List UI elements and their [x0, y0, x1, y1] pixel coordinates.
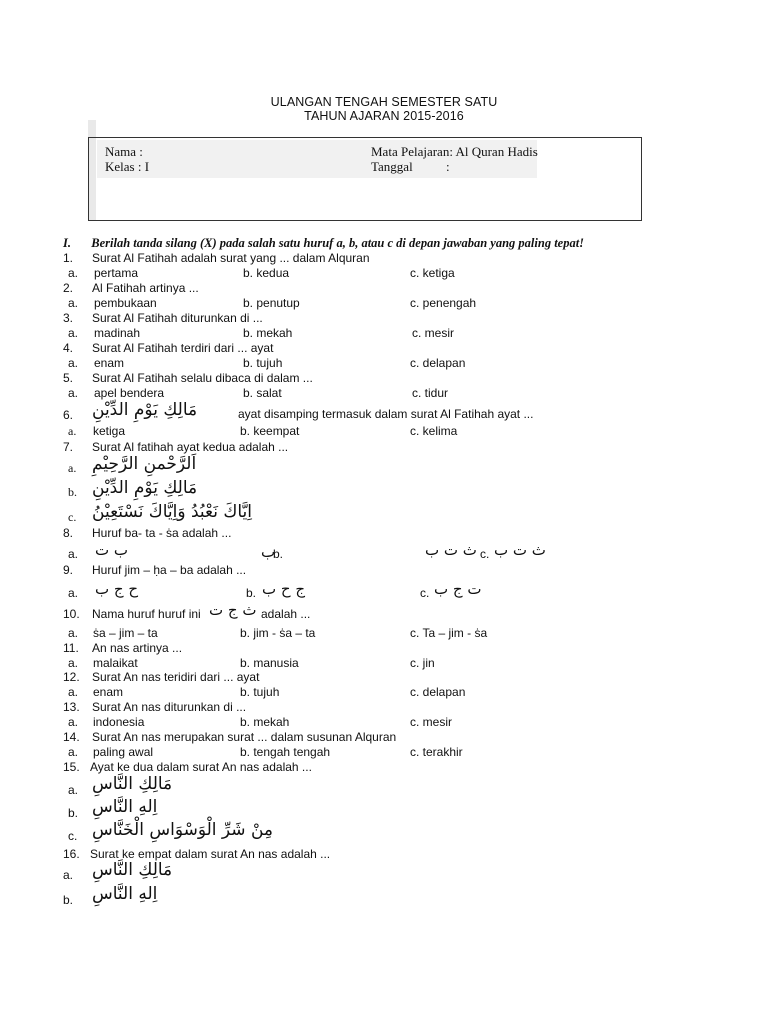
- option-c: c. terakhir: [410, 745, 463, 759]
- option-a-letter: a.: [68, 356, 79, 370]
- section-instruction: [63, 236, 584, 251]
- name-field-label: Nama :: [105, 144, 143, 159]
- option-c: c. penengah: [410, 296, 477, 310]
- option-b: b. salat: [243, 386, 282, 400]
- question-number: 12.: [63, 670, 80, 684]
- option-c-letter: c.: [68, 829, 78, 843]
- question-text: Surat Al Fatihah diturunkan di ...: [92, 311, 263, 325]
- date-field-label: Tanggal: [371, 159, 413, 174]
- option-c: c. kelima: [410, 424, 458, 438]
- option-a-letter: a.: [68, 461, 77, 475]
- option-a-text: ṡa – jim – ta: [93, 626, 158, 640]
- option-a-letter: a.: [68, 783, 79, 797]
- option-c-letter: c.: [68, 510, 77, 524]
- option-a-letter: a.: [68, 266, 79, 280]
- option-c: c. jin: [410, 656, 435, 670]
- option-a-arabic: ب ت: [95, 541, 129, 559]
- option-a-letter: a.: [68, 715, 79, 729]
- question-text: An nas artinya ...: [92, 641, 183, 655]
- question-text: Surat An nas teridiri dari ... ayat: [92, 670, 260, 684]
- option-a-text: enam: [93, 685, 124, 699]
- option-a-text: madinah: [94, 326, 141, 340]
- option-c-arabic: اِيَّاكَ نَعْبُدُ وَاِيَّاكَ نَسْتَعِيْنُ: [92, 502, 252, 522]
- option-b: b. mekah: [243, 326, 293, 340]
- question-text: Ayat ke dua dalam surat An nas adalah ...: [90, 760, 312, 774]
- question-number: 7.: [63, 440, 74, 454]
- option-a-text: indonesia: [93, 715, 145, 729]
- option-a-letter: a.: [68, 626, 79, 640]
- option-a-arabic: ح ج ب: [95, 580, 139, 598]
- option-a-letter: a.: [68, 656, 79, 670]
- option-b: b. jim - ṡa – ta: [240, 626, 316, 640]
- question-text: ayat disamping termasuk dalam surat Al Fatihah ayat ...: [238, 407, 534, 421]
- option-a-text: paling awal: [93, 745, 154, 759]
- option-b-letter: b.: [246, 586, 257, 600]
- option-c-arabic-1: ث ت ب: [425, 541, 477, 559]
- option-b: b. tujuh: [243, 356, 283, 370]
- option-a-letter: a.: [68, 745, 79, 759]
- question-text: Surat Al Fatihah adalah surat yang ... dalam Alquran: [92, 251, 370, 265]
- question-number: 1.: [63, 251, 74, 265]
- instruction-text: Berilah tanda silang (X) pada salah satu huruf a, b, atau c di depan jawaban yang paling tepat!: [91, 236, 585, 250]
- option-a-text: pembukaan: [94, 296, 157, 310]
- option-a-letter: a.: [68, 296, 79, 310]
- option-b: b. tujuh: [240, 685, 280, 699]
- option-b: b. keempat: [240, 424, 300, 438]
- question-number: 10.: [63, 607, 80, 621]
- subject-label: Mata Pelajaran: Al Quran Hadis: [371, 144, 538, 159]
- academic-year: TAHUN AJARAN 2015-2016: [304, 109, 464, 123]
- question-number: 5.: [63, 371, 74, 385]
- option-b-letter: b.: [68, 806, 79, 820]
- question-number: 16.: [63, 847, 80, 861]
- option-b-arabic: اِلهِ النَّاسِ: [92, 884, 158, 904]
- question-text: Huruf ba- ta - ṡa adalah ...: [92, 526, 232, 540]
- option-a-text: pertama: [94, 266, 139, 280]
- letters-arabic: ث ج ت: [209, 601, 257, 619]
- section-number: I.: [63, 236, 71, 250]
- date-field-colon: :: [446, 159, 450, 174]
- question-number: 6.: [63, 408, 74, 422]
- option-b-letter: b.: [68, 485, 77, 499]
- question-text: Surat Al fatihah ayat kedua adalah ...: [92, 440, 289, 454]
- question-text-end: adalah ...: [261, 607, 311, 621]
- option-b: b. mekah: [240, 715, 290, 729]
- option-b-letter: b.: [273, 547, 284, 561]
- option-b-arabic: مَالِكِ يَوْمِ الدِّيْنِ: [92, 478, 198, 498]
- option-b-arabic: ج ح ب: [262, 580, 306, 598]
- option-b-letter: b.: [63, 893, 74, 907]
- question-number: 15.: [63, 760, 80, 774]
- question-number: 2.: [63, 281, 74, 295]
- question-text: Surat Al Fatihah terdiri dari ... ayat: [92, 341, 274, 355]
- option-a-text: ketiga: [93, 424, 126, 438]
- option-a-letter: a.: [68, 586, 79, 600]
- question-number: 4.: [63, 341, 74, 355]
- option-c: c. ketiga: [410, 266, 455, 280]
- option-c: c. tidur: [412, 386, 449, 400]
- option-c-arabic-2: ث ت ب: [494, 541, 546, 559]
- question-text: Al Fatihah artinya ...: [92, 281, 199, 295]
- option-b: b. kedua: [243, 266, 290, 280]
- class-field-label: Kelas : I: [105, 159, 150, 174]
- option-c: c. delapan: [410, 356, 466, 370]
- option-a-letter: a.: [68, 547, 79, 561]
- arabic-verse: مَالِكِ يَوْمِ الدِّيْنِ: [92, 400, 198, 420]
- option-a-text: enam: [94, 356, 125, 370]
- question-number: 11.: [63, 641, 79, 655]
- option-c: c. Ta – jim - ṡa: [410, 626, 488, 640]
- option-c: c. mesir: [410, 715, 452, 729]
- option-b: b. tengah tengah: [240, 745, 331, 759]
- option-a-arabic: مَالِكِ النَّاسِ: [92, 774, 173, 794]
- option-b: b. penutup: [243, 296, 300, 310]
- question-text: Surat ke empat dalam surat An nas adalah ...: [90, 847, 331, 861]
- option-a-arabic: اَلرَّحْمنِ الرَّحِيْمِ: [92, 454, 197, 474]
- option-a-letter: a.: [68, 326, 79, 340]
- option-b: b. manusia: [240, 656, 299, 670]
- option-a-text: apel bendera: [94, 386, 165, 400]
- question-text: Surat An nas diturunkan di ...: [92, 700, 247, 714]
- question-text: Huruf jim – ḥa – ba adalah ...: [92, 563, 247, 577]
- question-text: Surat An nas merupakan surat ... dalam susunan Alquran: [92, 730, 397, 744]
- option-a-letter: a.: [68, 424, 77, 438]
- option-a-arabic: مَالِكِ النَّاسِ: [92, 860, 173, 880]
- option-a-text: malaikat: [93, 656, 138, 670]
- option-c: c. mesir: [412, 326, 454, 340]
- question-number: 8.: [63, 526, 74, 540]
- question-number: 9.: [63, 563, 74, 577]
- exam-title: ULANGAN TENGAH SEMESTER SATU: [270, 95, 498, 109]
- option-a-letter: a.: [68, 386, 79, 400]
- option-c-letter: c.: [480, 547, 490, 561]
- question-number: 14.: [63, 730, 80, 744]
- question-text: Surat Al Fatihah selalu dibaca di dalam ...: [92, 371, 313, 385]
- option-b-arabic: اِلهِ النَّاسِ: [92, 797, 158, 817]
- option-a-letter: a.: [68, 685, 79, 699]
- option-c: c. delapan: [410, 685, 466, 699]
- option-c-arabic: ت ج ب: [434, 580, 482, 598]
- question-number: 13.: [63, 700, 80, 714]
- option-c-letter: c.: [420, 586, 430, 600]
- question-number: 3.: [63, 311, 74, 325]
- question-text: Nama huruf huruf ini: [92, 607, 201, 621]
- option-c-arabic: مِنْ شَرِّ الْوَسْوَاسِ الْخَنَّاسِ: [92, 820, 274, 840]
- option-b-arabic: ب: [261, 543, 276, 561]
- option-a-letter: a.: [63, 868, 74, 882]
